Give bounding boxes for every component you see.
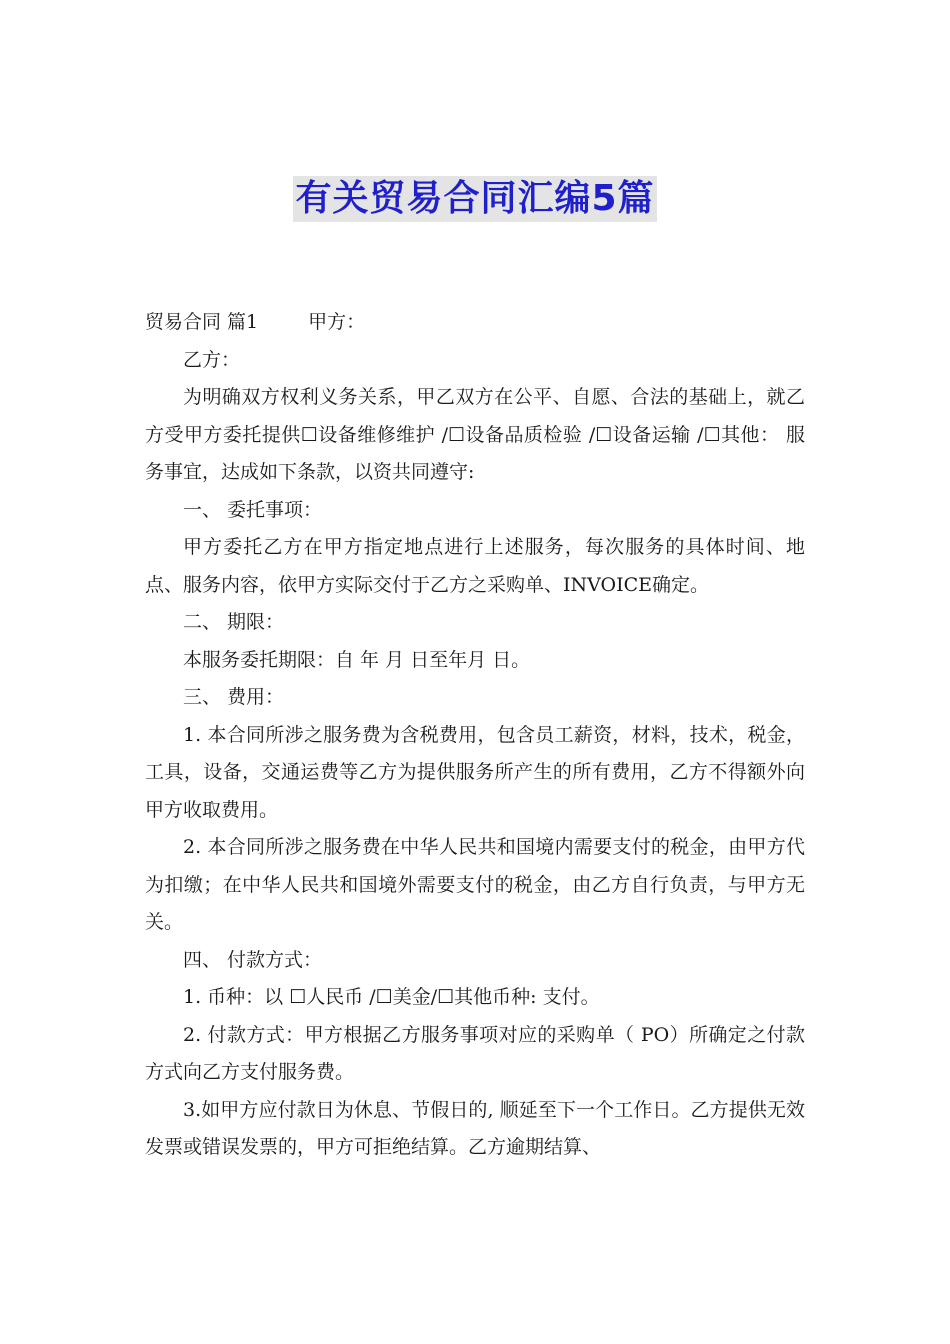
title-wrapper <box>0 176 950 222</box>
section-heading-2: 二、 期限： <box>183 611 285 633</box>
paragraph-payment-1: 1. 币种：以 ☐人民币 /☐美金/☐其他币种: 支付。 <box>183 986 600 1008</box>
paragraph-fee-2: 2. 本合同所涉之服务费在中华人民共和国境内需要支付的税金，由甲方代为扣缴；在中华人民共和国境外需要支付的税金，由乙方自行负责，与甲方无关。 <box>145 836 805 933</box>
paragraph-fee-1: 1. 本合同所涉之服务费为含税费用，包含员工薪资，材料，技术，税金，工具，设备，交通运费等乙方为提供服务所产生的所有费用，乙方不得额外向甲方收取费用。 <box>145 723 805 821</box>
section-heading-3: 三、 费用： <box>183 686 285 708</box>
paragraph-payment-3: 3.如甲方应付款日为休息、节假日的, 顺延至下一个工作日。乙方提供无效发票或错误发票的，甲方可拒绝结算。乙方逾期结算、 <box>145 1098 805 1158</box>
document-body <box>145 304 805 1167</box>
paragraph-entrustment: 甲方委托乙方在甲方指定地点进行上述服务，每次服务的具体时间、地点、服务内容，依甲方实际交付于乙方之采购单、INVOICE确定。 <box>145 536 805 596</box>
paragraph-payment-2: 2. 付款方式：甲方根据乙方服务事项对应的采购单（ PO）所确定之付款方式向乙方支付服务费。 <box>145 1023 805 1083</box>
paragraph-term: 本服务委托期限：自 年 月 日至年月 日。 <box>183 648 531 671</box>
document-title: 有关贸易合同汇编5篇 <box>293 176 656 222</box>
section-label: 贸易合同 篇1 <box>145 311 259 333</box>
party-b-label: 乙方： <box>183 348 241 371</box>
party-a-label: 甲方： <box>308 311 366 333</box>
section-heading-4: 四、 付款方式： <box>183 948 323 971</box>
paragraph-heading <box>145 304 805 342</box>
paragraph-preamble: 为明确双方权利义务关系，甲乙双方在公平、自愿、合法的基础上，就乙方受甲方委托提供☐设备维修维护 /☐设备品质检验 /☐设备运输 /☐其他： 服务事宜，达成如下条款，以资共同遵守: <box>145 386 805 483</box>
section-heading-1: 一、 委托事项： <box>183 498 323 521</box>
